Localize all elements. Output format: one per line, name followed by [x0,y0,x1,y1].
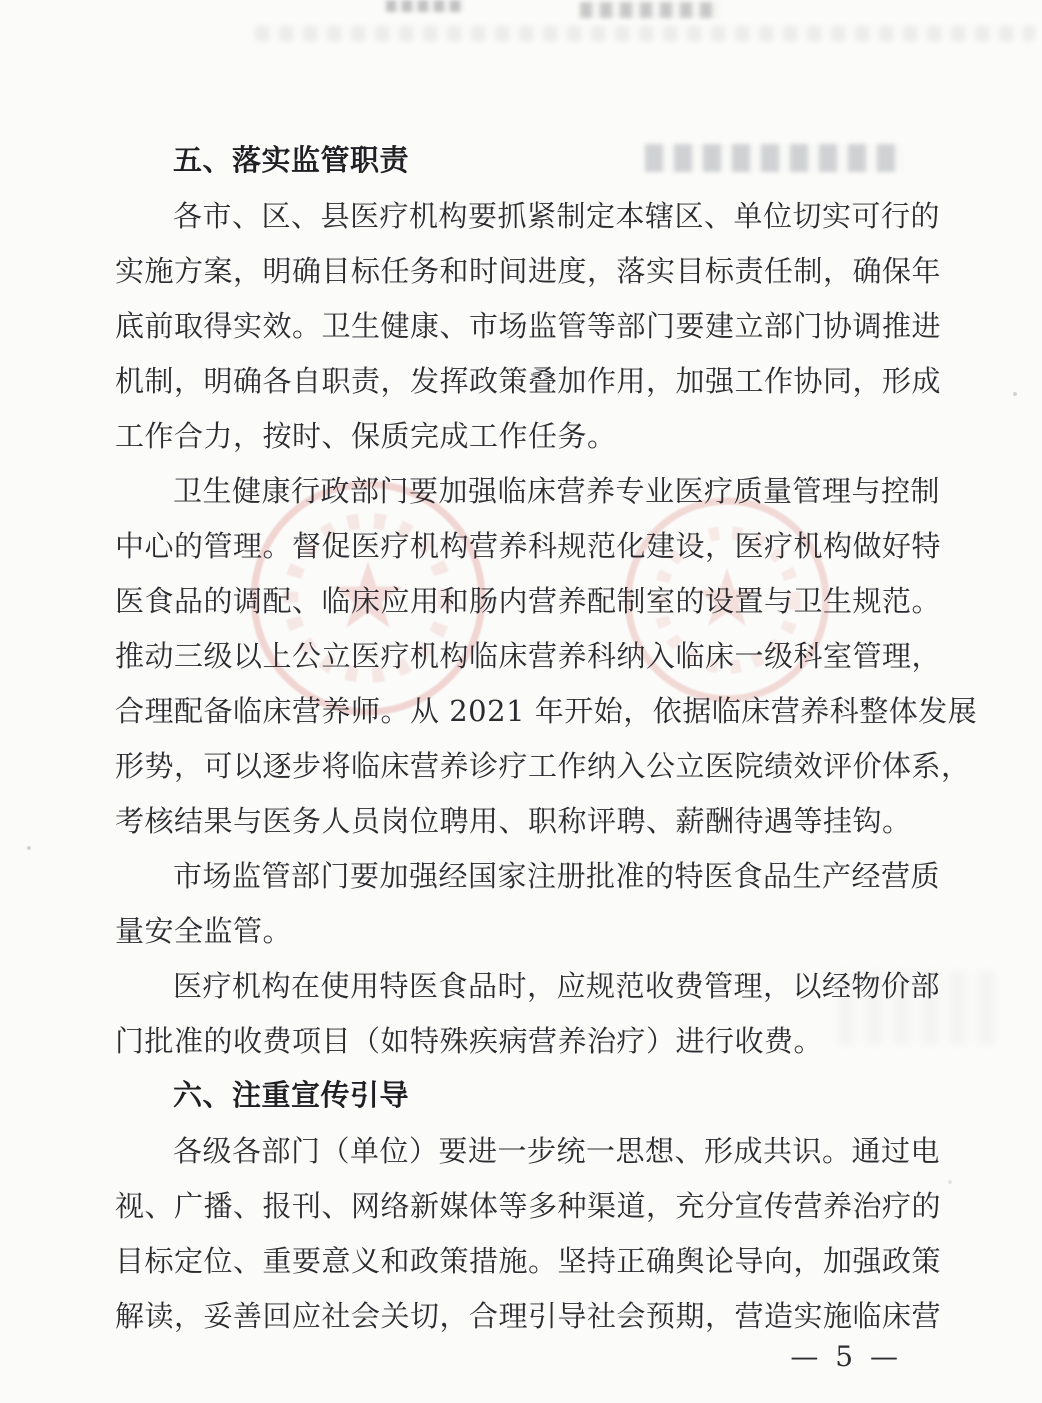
section-heading: 六、注重宣传引导 [173,1080,410,1112]
scan-smudge-top-left [386,0,464,12]
body-text-line: 底前取得实效。卫生健康、市场监管等部门要建立部门协调推进 [115,309,942,343]
body-text-line: 合理配备临床营养师。从 2021 年开始，依据临床营养科整体发展 [115,694,978,728]
body-text-line: 医疗机构在使用特医食品时，应规范收费管理，以经物价部 [173,969,941,1003]
body-text-line: 市场监管部门要加强经国家注册批准的特医食品生产经营质 [173,859,941,893]
body-text-line: 视、广播、报刊、网络新媒体等多种渠道，充分宣传营养治疗的 [115,1189,942,1223]
body-text-line: 量安全监管。 [115,914,293,948]
body-text-line: 工作合力，按时、保质完成工作任务。 [115,419,617,453]
body-text-line: 医食品的调配、临床应用和肠内营养配制室的设置与卫生规范。 [115,584,942,618]
body-text-line: 机制，明确各自职责，发挥政策叠加作用，加强工作协同，形成 [115,364,942,398]
scan-speck [1013,392,1017,396]
scan-speck [948,1180,952,1184]
scan-smudge-top-right [580,2,720,18]
body-text-line: 各市、区、县医疗机构要抓紧制定本辖区、单位切实可行的 [173,199,941,233]
body-text-line: 推动三级以上公立医疗机构临床营养科纳入临床一级科室管理， [115,639,942,673]
document-text-block [115,134,978,1344]
body-text-line: 目标定位、重要意义和政策措施。坚持正确舆论导向，加强政策 [115,1244,942,1278]
body-text-line: 各级各部门（单位）要进一步统一思想、形成共识。通过电 [173,1134,941,1168]
body-text-line: 中心的管理。督促医疗机构营养科规范化建设，医疗机构做好特 [115,529,942,563]
body-text-line: 形势，可以逐步将临床营养诊疗工作纳入公立医院绩效评价体系， [115,749,971,783]
body-text-line: 卫生健康行政部门要加强临床营养专业医疗质量管理与控制 [173,474,941,508]
ink-bleed-band [255,26,1035,41]
section-heading: 五、落实监管职责 [173,145,410,177]
body-text-line: 考核结果与医务人员岗位聘用、职称评聘、薪酬待遇等挂钩。 [115,804,912,838]
body-text-line: 门批准的收费项目（如特殊疾病营养治疗）进行收费。 [115,1024,824,1058]
body-text-line: 实施方案，明确目标任务和时间进度，落实目标责任制，确保年 [115,254,942,288]
scan-speck [27,846,31,850]
page-number: — 5 — [790,1340,902,1373]
body-text-line: 解读，妥善回应社会关切，合理引导社会预期，营造实施临床营 [115,1299,942,1333]
